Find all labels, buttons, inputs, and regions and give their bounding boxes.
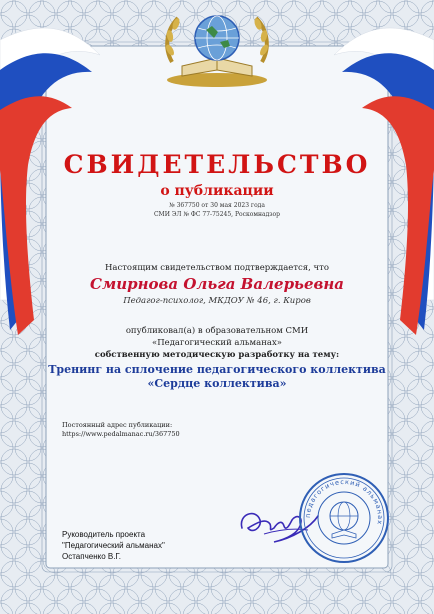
person-position: Педагог-психолог, МКДОУ № 46, г. Киров [123,296,311,306]
certificate-title: СВИДЕТЕЛЬСТВО [63,150,371,179]
address-url[interactable]: https://www.pedalmanac.ru/367750 [62,430,180,438]
work-type: собственную методическую разработку на тему: [94,350,340,360]
official-stamp [298,472,390,564]
published-text: опубликовал(а) в образовательном СМИ [125,326,309,336]
work-title-line1: Тренинг на сплочение педагогического коллектива [48,363,386,376]
address-label: Постоянный адрес публикации: [62,421,173,429]
media-name: «Педагогический альманах» [152,338,282,348]
confirmation-text: Настоящим свидетельством подтверждается, что [104,263,329,273]
signer-role: Руководитель проекта [62,530,146,539]
person-name: Смирнова Ольга Валерьевна [90,275,344,293]
certificate-subtitle: о публикации [160,183,274,199]
stamp-text: педагогический альманах [303,477,385,526]
media-registration: СМИ ЭЛ № ФС 77-75245, Роскомнадзор [153,211,281,218]
signer-name: Остапченко В.Г. [62,552,122,561]
registration-number: № 367750 от 30 мая 2023 года [169,202,265,209]
globe-book-emblem [158,0,276,90]
work-title-line2: «Сердце коллектива» [147,377,287,390]
signer-project: "Педагогический альманах" [62,541,165,550]
